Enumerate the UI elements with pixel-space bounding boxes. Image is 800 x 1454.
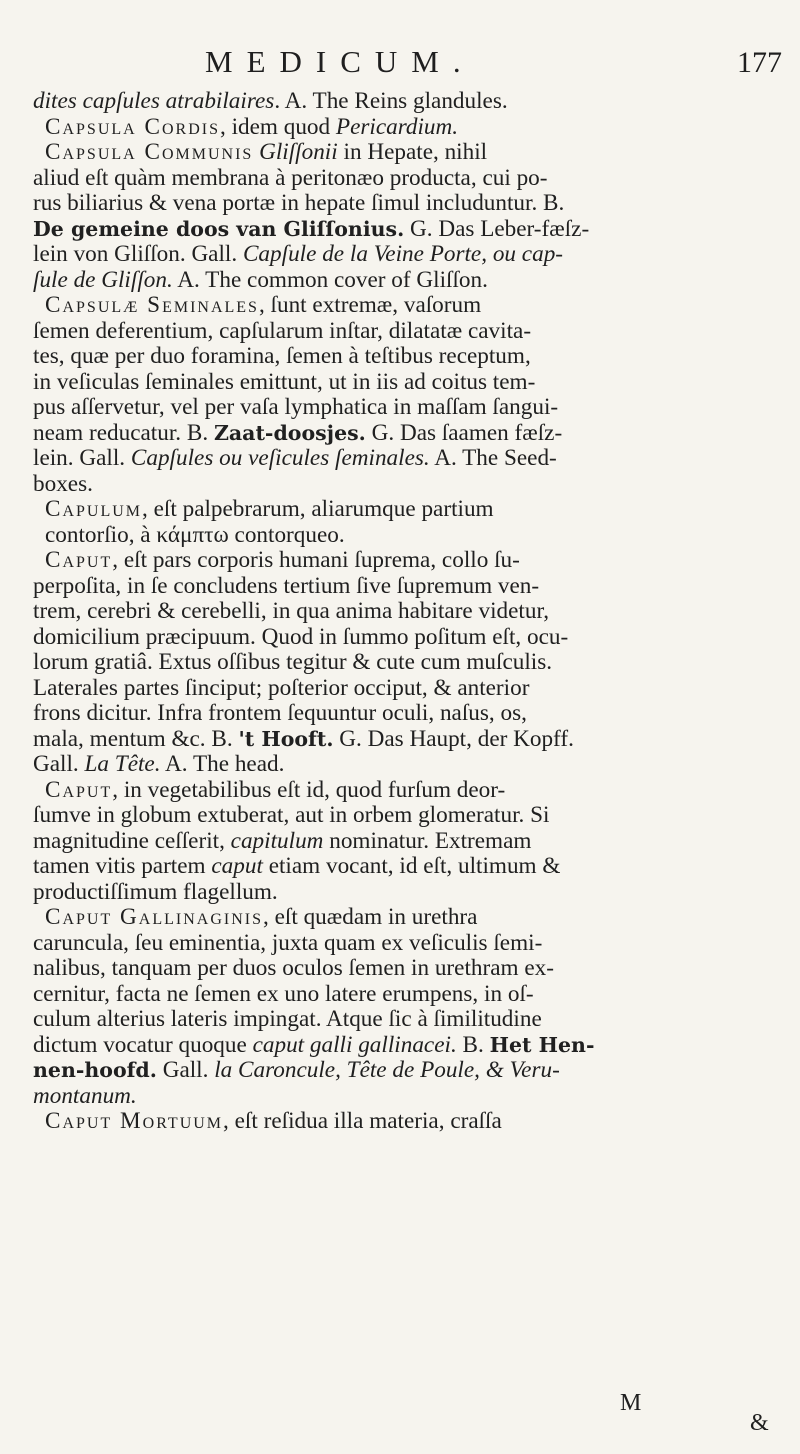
text-run: rus biliarius & vena portæ in hepate ſimul includuntur. B.	[33, 190, 565, 216]
text-line	[33, 1058, 768, 1084]
text-run: perpoſita, in ſe concludens tertium ſive ſupremum ven-	[33, 572, 540, 599]
text-line	[33, 625, 768, 651]
text-run: caruncula, ſeu eminentia, juxta quam ex veſiculis ſemi-	[33, 929, 543, 956]
text-line	[33, 931, 768, 957]
text-run: lein von Gliſſon. Gall.	[33, 241, 243, 267]
text-line	[33, 268, 768, 294]
text-line	[33, 829, 768, 855]
text-line	[33, 727, 768, 753]
text-run: Capſule de la Veine Porte, ou cap-	[242, 241, 564, 267]
entry-headword: Capsula Cordis	[45, 113, 220, 140]
text-line	[33, 548, 768, 574]
text-line	[33, 166, 768, 192]
text-run: Gliſſonii	[259, 139, 338, 165]
blackletter-translation: 't Hooft.	[238, 726, 334, 751]
text-run: A. The Seed-	[429, 445, 557, 471]
blackletter-translation: Zaat-doosjes.	[213, 420, 366, 445]
text-run: Gall.	[33, 751, 85, 777]
text-line	[33, 395, 768, 421]
text-run: domicilium præcipuum. Quod in ſummo poſitum eſt, ocu-	[33, 623, 569, 650]
blackletter-translation: Het Hen-	[489, 1032, 595, 1057]
text-run: productiſſimum flagellum.	[33, 878, 278, 905]
text-run: A. The common cover of Gliſſon.	[172, 266, 488, 293]
text-line	[33, 803, 768, 829]
entry-headword: Capsula Communis	[45, 139, 254, 165]
text-line	[33, 191, 768, 217]
text-run: in Hepate, nihil	[337, 139, 488, 165]
text-run: dictum vocatur quoque	[33, 1031, 253, 1058]
text-run: , idem quod	[219, 113, 336, 140]
blackletter-translation: nen-hoofd.	[33, 1058, 157, 1082]
catchword: &	[750, 1410, 769, 1436]
entry-headword: Capsulæ Seminales	[45, 292, 259, 318]
text-line	[33, 854, 768, 880]
text-line	[33, 1084, 768, 1110]
text-run: lorum gratiâ. Extus oſſibus tegitur & cute cum muſculis.	[33, 649, 553, 675]
running-title: MEDICUM.	[205, 44, 475, 79]
page-number: 177	[737, 46, 782, 79]
text-line	[33, 701, 768, 727]
text-run: dites capſules atrabilaires	[33, 88, 275, 114]
text-run: trem, cerebri & cerebelli, in qua anima habitare videtur,	[33, 598, 550, 624]
text-run: culum alterius lateris impingat. Atque ſic à ſimilitudine	[33, 1006, 542, 1032]
text-run: A. The head.	[160, 751, 285, 777]
text-line	[33, 880, 768, 906]
entry-headword: Caput Gallinaginis	[45, 904, 263, 930]
text-run: lein. Gall.	[33, 445, 131, 471]
text-run: nominatur. Extremam	[323, 827, 532, 854]
entry-headword: Capulum	[45, 496, 143, 522]
text-run: G. Das Haupt, der Kopff.	[333, 725, 574, 752]
text-line	[33, 982, 768, 1008]
text-line	[33, 905, 768, 931]
text-run: . A. The Reins glandules.	[274, 88, 508, 114]
text-run: ſumve in globum extuberat, aut in orbem glomeratur. Si	[33, 802, 550, 828]
text-run: cernitur, facta ne ſemen ex uno latere erumpens, in oſ-	[33, 980, 534, 1007]
text-line	[33, 752, 768, 778]
text-run: La Tête.	[84, 751, 161, 777]
text-run: in veſiculas ſeminales emittunt, ut in iis ad coitus tem-	[33, 368, 536, 395]
text-run: , eſt pars corporis humani ſuprema, collo ſu-	[112, 547, 520, 573]
text-run: Capſules ou veſicules ſeminales.	[130, 445, 430, 471]
page-header	[0, 44, 800, 88]
text-run: Laterales partes ſinciput; poſterior occiput, & anterior	[33, 674, 530, 701]
text-line	[33, 1007, 768, 1033]
text-line	[33, 650, 768, 676]
text-run: G. Das Leber-fæſz-	[404, 215, 590, 242]
text-line	[33, 599, 768, 625]
text-run: tes, quæ per duo foramina, ſemen à teſtibus receptum,	[33, 343, 531, 369]
dictionary-text	[33, 89, 768, 1135]
text-line	[33, 472, 768, 498]
text-run: neam reducatur. B.	[33, 419, 214, 446]
text-run: frons dicitur. Infra frontem ſequuntur oculi, naſus, os,	[33, 700, 527, 726]
text-run: montanum.	[33, 1082, 137, 1109]
text-line	[33, 319, 768, 345]
text-run: , ſunt extremæ, vaſorum	[258, 292, 482, 318]
text-run: caput galli gallinacei.	[252, 1031, 457, 1058]
text-run: magnitudine ceſſerit,	[33, 827, 231, 854]
text-line	[33, 140, 768, 166]
text-line	[33, 676, 768, 702]
text-run: tamen vitis partem	[33, 853, 212, 879]
signature-mark: M	[620, 1390, 642, 1416]
text-run: ſemen deferentium, capſularum inſtar, dilatatæ cavita-	[33, 317, 532, 344]
text-run: , eſt reſidua illa materia, craſſa	[223, 1108, 502, 1134]
text-line	[33, 523, 768, 549]
text-line	[33, 497, 768, 523]
entry-headword: Caput	[45, 776, 113, 803]
text-run: nalibus, tanquam per duos oculos ſemen in urethram ex-	[33, 955, 554, 981]
text-run: aliud eſt quàm membrana à peritonæo producta, cui po-	[33, 164, 548, 191]
text-run: , in vegetabilibus eſt id, quod furſum deor-	[112, 776, 506, 803]
text-run: etiam vocant, id eſt, ultimum &	[262, 853, 561, 879]
text-run: caput	[211, 853, 263, 879]
text-run: mala, mentum &c. B.	[33, 725, 239, 752]
text-line	[33, 293, 768, 319]
text-run: , eſt quædam in urethra	[263, 904, 478, 930]
text-run: , eſt palpebrarum, aliarumque partium	[142, 496, 494, 522]
text-run: pus aſſervetur, vel per vaſa lymphatica in maſſam ſangui-	[33, 394, 559, 420]
text-run: Gall.	[156, 1057, 215, 1083]
text-line	[33, 778, 768, 804]
text-run: boxes.	[33, 470, 93, 497]
text-line	[33, 115, 768, 141]
text-run: G. Das ſaamen fæſz-	[365, 419, 563, 446]
text-run: B.	[456, 1031, 490, 1058]
text-line	[33, 574, 768, 600]
text-line	[33, 956, 768, 982]
text-line	[33, 446, 768, 472]
text-line	[33, 217, 768, 243]
text-line	[33, 242, 768, 268]
text-run: contorſio, à κάμπτω contorqueo.	[45, 521, 345, 548]
text-line	[33, 1033, 768, 1059]
text-run: la Caroncule, Tête de Poule, & Veru-	[214, 1057, 560, 1083]
text-run: Pericardium.	[335, 113, 459, 140]
text-run: capitulum	[230, 827, 324, 854]
text-line	[33, 344, 768, 370]
text-line	[33, 421, 768, 447]
text-run: ſule de Gliſſon.	[33, 266, 173, 293]
text-line	[33, 1109, 768, 1135]
text-line	[33, 370, 768, 396]
entry-headword: Caput Mortuum	[45, 1108, 224, 1134]
blackletter-translation: De gemeine doos van Gliſſonius.	[33, 216, 405, 241]
entry-headword: Caput	[45, 547, 113, 573]
text-line	[33, 89, 768, 115]
